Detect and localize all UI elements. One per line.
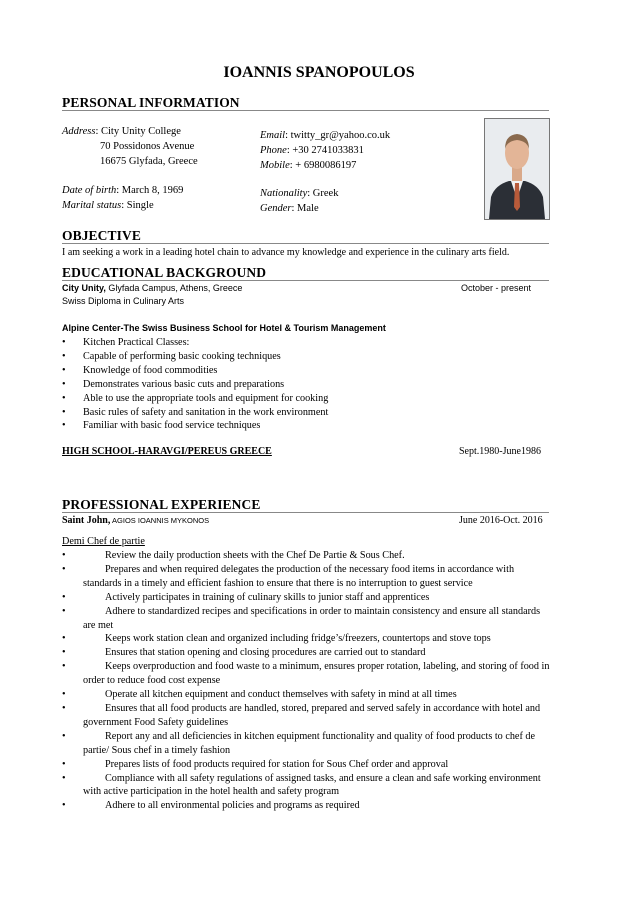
dob-value: March 8, 1969 bbox=[121, 185, 184, 196]
personal-information-heading: PERSONAL INFORMATION bbox=[62, 95, 240, 110]
list-item: • Ensures that all food products are handled, stored, prepared and served safely in accordance with hotel and government Food Safety guidelines bbox=[62, 702, 541, 728]
list-item: • Kitchen Practical Classes: bbox=[62, 337, 190, 348]
list-item: • Capable of performing basic cooking techniques bbox=[62, 350, 281, 362]
phone-value: +30 2741033831 bbox=[292, 145, 364, 156]
list-item: • Keeps overproduction and food waste to a minimum, ensures proper rotation, labeling, and storing of food in order to reduce food cost expense bbox=[62, 661, 550, 687]
dob-label: Date of birth bbox=[62, 185, 117, 196]
list-item: • Basic rules of safety and sanitation in the work environment bbox=[62, 406, 329, 418]
address-label: Address bbox=[62, 126, 96, 137]
address-block: Address: City Unity College 70 Possidonos Avenue 16675 Glyfada, Greece bbox=[62, 126, 198, 167]
school2-name: Alpine Center-The Swiss Business School for Hotel & Tourism Management bbox=[62, 323, 386, 333]
objective-text: I am seeking a work in a leading hotel chain to advance my knowledge and experience in the culinary arts field. bbox=[62, 247, 510, 258]
list-item: • Keeps work station clean and organized including fridge’s/freezers, countertops and stove tops bbox=[62, 633, 491, 645]
marital-label: Marital status bbox=[62, 200, 122, 211]
duties-list bbox=[62, 549, 552, 813]
phone-label: Phone bbox=[260, 145, 287, 156]
contact-block: Email: twitty_gr@yahoo.co.uk Phone: +30 2741033831 Mobile: + 6980086197 bbox=[260, 130, 391, 171]
list-item: • Operate all kitchen equipment and conduct themselves with safety in mind at all times bbox=[62, 689, 457, 701]
school1-name: City Unity, bbox=[62, 283, 106, 293]
list-item: • Ensures that station opening and closing procedures are carried out to standard bbox=[62, 647, 426, 659]
list-item: • Able to use the appropriate tools and equipment for cooking bbox=[62, 392, 329, 404]
mobile-value: + 6980086197 bbox=[295, 160, 357, 171]
job-role: Demi Chef de partie bbox=[62, 536, 145, 547]
divider bbox=[62, 280, 549, 281]
divider bbox=[62, 512, 549, 513]
gender-label: Gender bbox=[260, 203, 292, 214]
email-value[interactable]: twitty_gr@yahoo.co.uk bbox=[290, 130, 391, 141]
experience-heading: PROFESSIONAL EXPERIENCE bbox=[62, 497, 261, 512]
school2-list bbox=[62, 336, 552, 433]
mobile-label: Mobile bbox=[260, 160, 290, 171]
school3-name: HIGH SCHOOL-HARAVGI/PEREUS GREECE bbox=[62, 446, 272, 457]
page-title: IOANNIS SPANOPOULOS bbox=[223, 64, 415, 81]
employment-dates: June 2016-Oct. 2016 bbox=[459, 515, 543, 526]
address-line1: City Unity College bbox=[101, 126, 181, 137]
profile-photo bbox=[484, 118, 550, 220]
education-heading: EDUCATIONAL BACKGROUND bbox=[62, 265, 267, 280]
employer-location: AGIOS IOANNIS MYKONOS bbox=[110, 516, 210, 525]
list-item: • Report any and all deficiencies in kitchen equipment functionality and quality of food products to chef de partie/ Sous chef in a timely fashion bbox=[62, 730, 536, 756]
divider bbox=[62, 110, 549, 111]
marital-value: Single bbox=[126, 200, 154, 211]
nationality-value: Greek bbox=[312, 188, 339, 199]
list-item: • Familiar with basic food service techniques bbox=[62, 420, 261, 432]
list-item: • Adhere to all environmental policies and programs as required bbox=[62, 800, 360, 812]
birth-marital-block: Date of birth: March 8, 1969 Marital status: Single bbox=[62, 185, 184, 211]
address-line3: 16675 Glyfada, Greece bbox=[100, 156, 198, 167]
list-item: • Actively participates in training of culinary skills to junior staff and apprentices bbox=[62, 591, 430, 603]
address-line2: 70 Possidonos Avenue bbox=[100, 141, 195, 152]
nationality-label: Nationality bbox=[260, 188, 308, 199]
list-item: • Prepares lists of food products required for station for Sous Chef order and approval bbox=[62, 758, 449, 770]
school1-degree: Swiss Diploma in Culinary Arts bbox=[62, 296, 185, 306]
email-label: Email bbox=[260, 130, 286, 141]
list-item: • Knowledge of food commodities bbox=[62, 364, 218, 376]
school1-dates: October - present bbox=[461, 283, 532, 293]
objective-heading: OBJECTIVE bbox=[62, 228, 141, 243]
list-item: • Adhere to standardized recipes and specifications in order to maintain consistency and ensure all standards are met bbox=[62, 605, 541, 631]
school1-location: Glyfada Campus, Athens, Greece bbox=[105, 283, 243, 293]
school1-title bbox=[62, 283, 242, 293]
employer-name: Saint John, bbox=[62, 515, 111, 526]
school3-dates: Sept.1980-June1986 bbox=[459, 446, 541, 457]
list-item: • Demonstrates various basic cuts and preparations bbox=[62, 378, 285, 390]
gender-value: Male bbox=[297, 203, 319, 214]
list-item: • Compliance with all safety regulations of assigned tasks, and ensure a clean and safe working environment with active participation in the hotel health and safety program bbox=[62, 772, 541, 798]
divider bbox=[62, 243, 549, 244]
portrait-icon bbox=[485, 119, 549, 219]
nationality-gender-block: Nationality: Greek Gender: Male bbox=[260, 188, 339, 214]
list-item: • Review the daily production sheets with the Chef De Partie & Sous Chef. bbox=[62, 550, 405, 561]
list-item: • Prepares and when required delegates the production of the necessary food items in accordance with standards in a timely and efficient fashion to ensure that there is no interruption to guest service bbox=[62, 563, 515, 589]
employer-title bbox=[62, 515, 209, 526]
